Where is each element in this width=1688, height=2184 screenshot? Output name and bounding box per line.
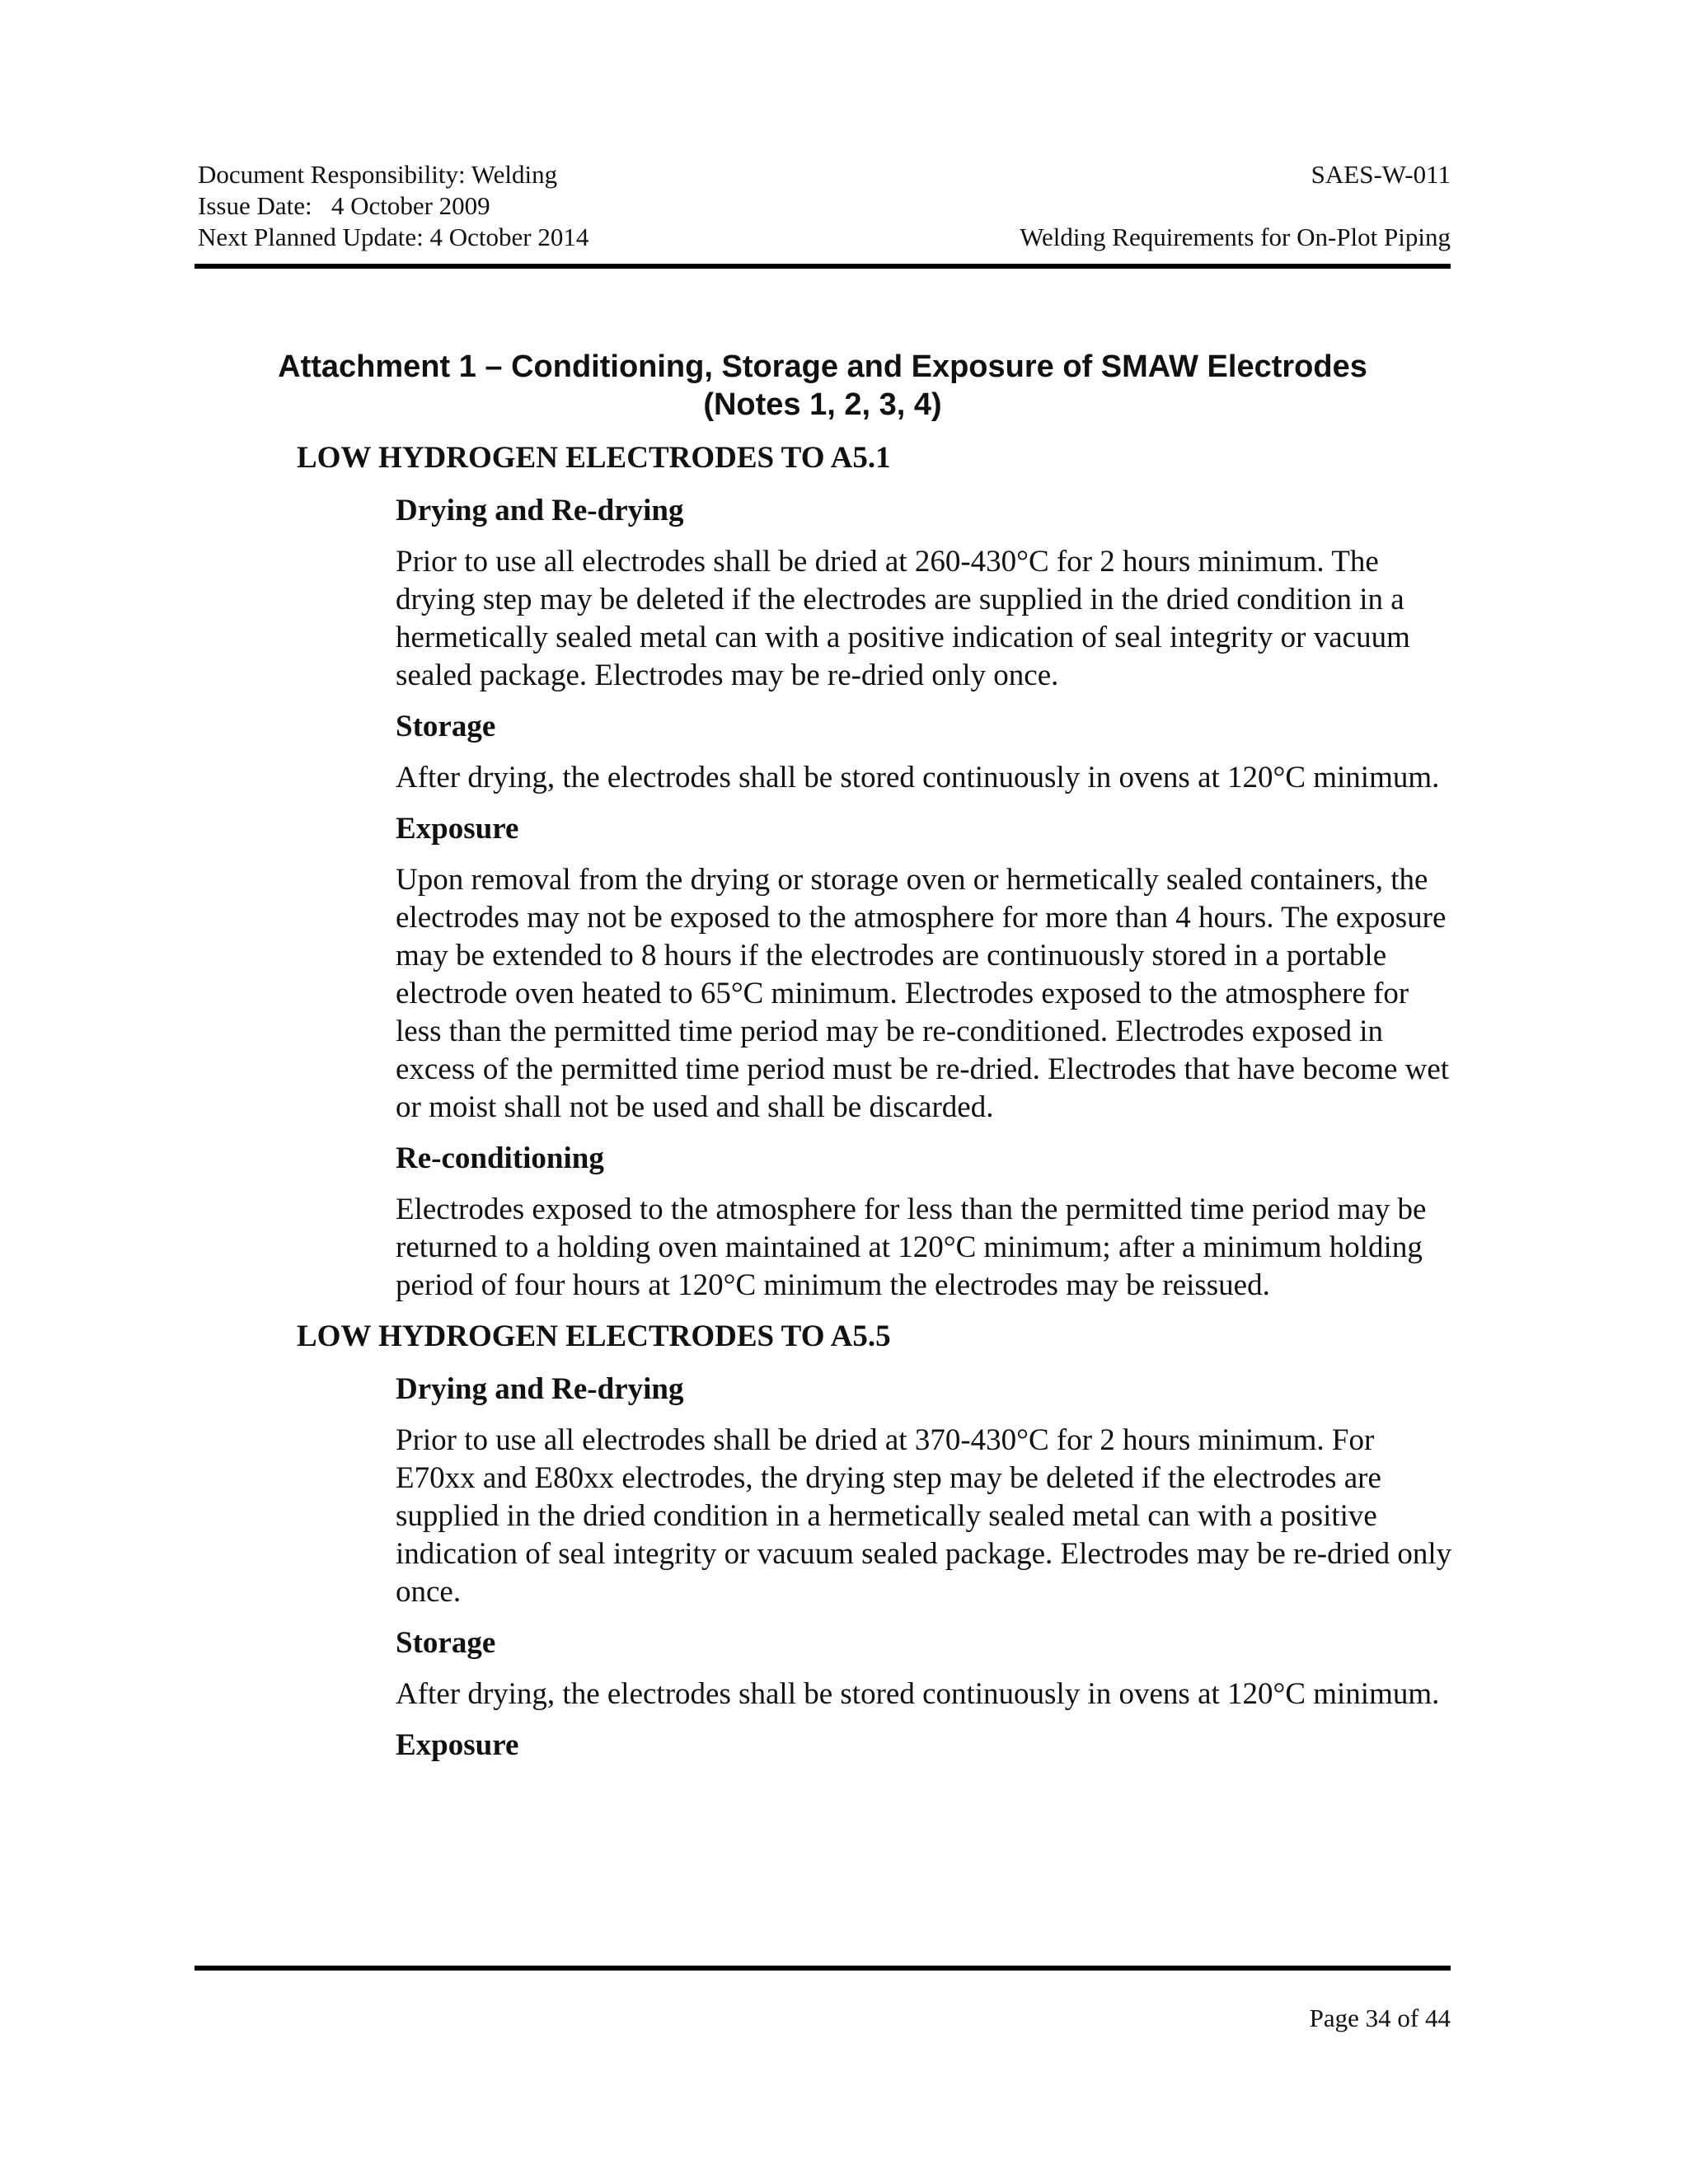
attachment-title-line2: (Notes 1, 2, 3, 4) — [703, 387, 942, 422]
subsection-heading: Exposure — [396, 812, 519, 846]
subsection-exposure — [396, 810, 1459, 1127]
subsection-reconditioning — [396, 1140, 1459, 1305]
subsection-heading: Storage — [396, 1626, 496, 1660]
subsection-heading: Storage — [396, 710, 496, 743]
subsection-text: Prior to use all electrodes shall be dried at 370-430°C for 2 hours minimum. For E70xx and E80xx electrodes, the drying step may be deleted if the electrodes are supplied in the dried condition in a hermetically sealed metal can with a positive indication of seal integrity or vacuum sealed package. Electrodes may be re-dried only once. — [396, 1423, 1452, 1609]
subsection-text: Upon removal from the drying or storage oven or hermetically sealed containers, the electrodes may not be exposed to the atmosphere for more than 4 hours. The exposure may be extended to 8 hours if the electrodes are continuously stored in a portable electrode oven heated to 65°C minimum. Electrodes exposed to the atmosphere for less than the permitted time period may be re-conditioned. Electrodes exposed in excess of the permitted time period must be re-dried. Electrodes that have become wet or moist shall not be used and shall be discarded. — [396, 863, 1450, 1124]
subsection-heading: Drying and Re-drying — [396, 1372, 684, 1406]
header-left — [198, 159, 588, 253]
section-a5-5 — [297, 1318, 1467, 1765]
subsection-text: Electrodes exposed to the atmosphere for less than the permitted time period may be returned to a holding oven maintained at 120°C minimum; after a minimum holding period of four hours at 120°C minimum the electrodes may be reissued. — [396, 1193, 1427, 1302]
section-a5-1 — [297, 439, 1467, 1305]
body-content — [297, 439, 1467, 1778]
page-number: Page 34 of 44 — [1309, 2004, 1451, 2032]
subsection-storage — [396, 708, 1459, 797]
subsection-heading: Re-conditioning — [396, 1141, 604, 1175]
header-rule — [195, 264, 1451, 269]
subsection-heading: Exposure — [396, 1728, 519, 1762]
subsection-storage — [396, 1624, 1459, 1713]
issue-date: Issue Date: 4 October 2009 — [198, 191, 490, 220]
footer-rule — [195, 1966, 1451, 1971]
doc-title: Welding Requirements for On-Plot Piping — [1020, 223, 1451, 251]
attachment-title-line1: Attachment 1 – Conditioning, Storage and Exposure of SMAW Electrodes — [278, 349, 1367, 384]
subsection-drying — [396, 492, 1459, 695]
doc-responsibility: Document Responsibility: Welding — [198, 160, 558, 189]
next-planned-update: Next Planned Update: 4 October 2014 — [198, 223, 589, 251]
subsection-drying — [396, 1371, 1459, 1611]
subsection-exposure — [396, 1727, 1459, 1765]
header-right — [1020, 159, 1451, 253]
attachment-title — [195, 348, 1451, 424]
subsection-heading: Drying and Re-drying — [396, 494, 684, 527]
doc-number: SAES-W-011 — [1311, 160, 1451, 189]
subsection-text: Prior to use all electrodes shall be dried at 260-430°C for 2 hours minimum. The drying step may be deleted if the electrodes are supplied in the dried condition in a hermetically sealed metal can with a positive indication of seal integrity or vacuum sealed package. Electrodes may be re-dried only once. — [396, 545, 1410, 692]
subsection-text: After drying, the electrodes shall be stored continuously in ovens at 120°C minimum. — [396, 761, 1440, 794]
section-heading: LOW HYDROGEN ELECTRODES TO A5.5 — [297, 1319, 891, 1353]
section-heading: LOW HYDROGEN ELECTRODES TO A5.1 — [297, 441, 891, 475]
subsection-text: After drying, the electrodes shall be stored continuously in ovens at 120°C minimum. — [396, 1677, 1440, 1711]
